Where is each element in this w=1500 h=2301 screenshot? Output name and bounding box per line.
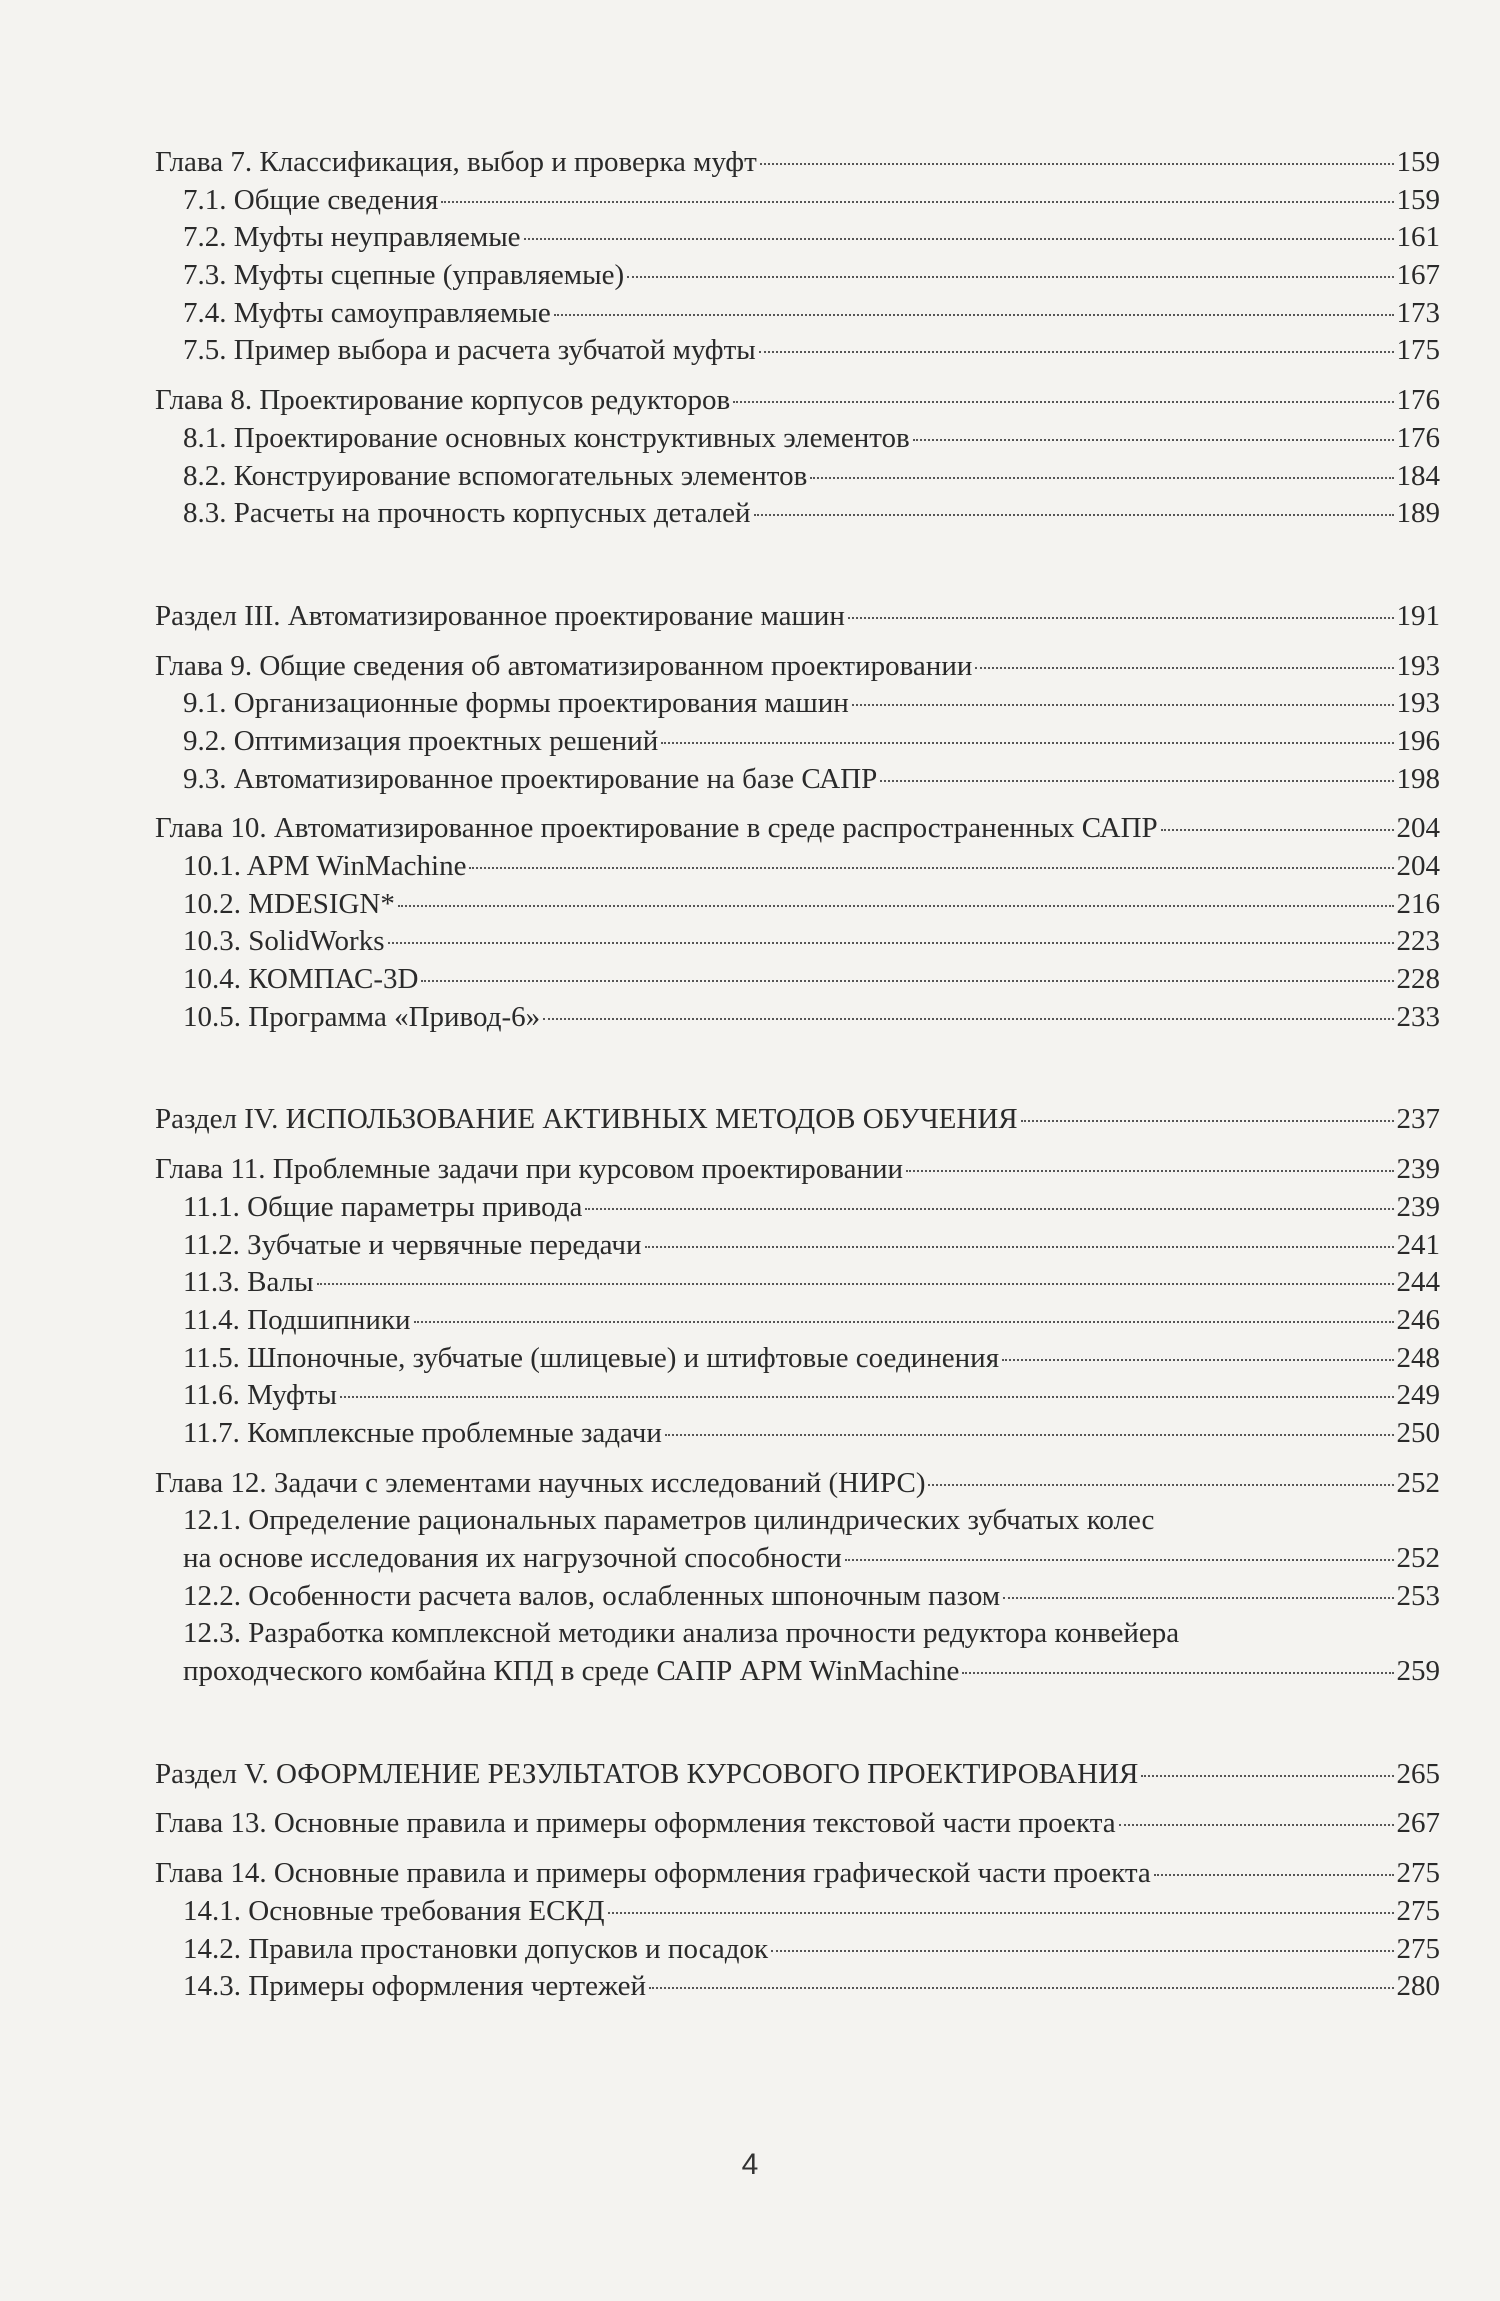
dot-leader (754, 514, 1394, 516)
toc-spacer (155, 1793, 1440, 1805)
dot-leader (1002, 1359, 1393, 1361)
toc-entry-page: 252 (1396, 1466, 1440, 1499)
toc-entry-title: на основе исследования их нагрузочной способности (183, 1542, 842, 1574)
toc-entry-title: 11.1. Общие параметры привода (183, 1190, 583, 1223)
toc-entry-page: 248 (1396, 1341, 1440, 1374)
toc-chapter-entry (155, 1465, 1440, 1503)
dot-leader (649, 1987, 1393, 1989)
table-of-contents (155, 144, 1440, 2006)
toc-entry-page: 216 (1396, 887, 1440, 920)
toc-spacer (155, 636, 1440, 648)
dot-leader (880, 780, 1393, 782)
toc-subsection-entry (155, 1340, 1440, 1378)
toc-subsection-entry (155, 685, 1440, 723)
dot-leader (759, 351, 1394, 353)
dot-leader (340, 1396, 1394, 1398)
toc-entry-page: 191 (1396, 599, 1440, 632)
toc-entry-page: 193 (1396, 649, 1440, 682)
dot-leader (810, 477, 1393, 479)
toc-entry-page: 275 (1396, 1894, 1440, 1927)
toc-entry-title: 10.4. КОМПАС-3D (183, 963, 419, 996)
dot-leader (441, 201, 1393, 203)
toc-entry-title: 9.3. Автоматизированное проектирование на базе САПР (183, 762, 878, 795)
toc-entry-continuation (155, 1540, 1440, 1578)
toc-subsection-entry (155, 1227, 1440, 1265)
toc-subsection-entry (155, 1302, 1440, 1340)
dot-leader (543, 1018, 1393, 1020)
dot-leader (645, 1246, 1394, 1248)
toc-entry-title: Глава 9. Общие сведения об автоматизированном проектировании (155, 649, 973, 682)
toc-subsection-entry (155, 1502, 1440, 1540)
toc-section-entry (155, 1756, 1440, 1794)
toc-subsection-entry (155, 1968, 1440, 2006)
toc-entry-title: Глава 10. Автоматизированное проектирование в среде распространенных САПР (155, 812, 1158, 845)
dot-leader (852, 704, 1394, 706)
toc-entry-title: Глава 7. Классификация, выбор и проверка муфт (155, 146, 757, 178)
dot-leader (760, 163, 1394, 165)
toc-subsection-entry (155, 1189, 1440, 1227)
dot-leader (1003, 1597, 1393, 1599)
toc-entry-title: 7.2. Муфты неуправляемые (183, 221, 521, 254)
dot-leader (913, 439, 1394, 441)
dot-leader (962, 1672, 1393, 1674)
toc-subsection-entry (155, 961, 1440, 999)
toc-chapter-entry (155, 144, 1440, 182)
page-number: 4 (741, 2148, 759, 2181)
toc-entry-title: Раздел III. Автоматизированное проектирование машин (155, 599, 845, 632)
dot-leader (733, 401, 1393, 403)
toc-subsection-entry (155, 1931, 1440, 1969)
toc-entry-title: 8.1. Проектирование основных конструктивных элементов (183, 421, 910, 454)
toc-spacer (155, 1843, 1440, 1855)
toc-spacer (155, 798, 1440, 810)
toc-entry-title: 14.2. Правила простановки допусков и посадок (183, 1932, 769, 1965)
toc-entry-title: 8.2. Конструирование вспомогательных элементов (183, 459, 808, 492)
toc-entry-page: 175 (1396, 334, 1440, 367)
toc-entry-title: 10.5. Программа «Привод-6» (183, 1000, 541, 1033)
toc-entry-title: 11.2. Зубчатые и червячные передачи (183, 1228, 642, 1261)
toc-subsection-entry (155, 1578, 1440, 1616)
toc-subsection-entry (155, 999, 1440, 1037)
toc-subsection-entry (155, 495, 1440, 533)
toc-entry-page: 280 (1396, 1970, 1440, 2003)
toc-entry-title: 11.4. Подшипники (183, 1303, 411, 1336)
toc-entry-title: 10.2. MDESIGN* (183, 887, 395, 920)
toc-entry-page: 193 (1396, 687, 1440, 720)
dot-leader (975, 667, 1393, 669)
dot-leader (661, 742, 1393, 744)
toc-entry-page: 204 (1396, 850, 1440, 882)
toc-entry-title: Глава 14. Основные правила и примеры оформления графической части проекта (155, 1857, 1151, 1890)
toc-entry-page: 161 (1396, 221, 1440, 254)
toc-entry-page: 250 (1396, 1416, 1440, 1449)
toc-entry-title: 11.7. Комплексные проблемные задачи (183, 1416, 662, 1449)
toc-entry-title: 11.6. Муфты (183, 1379, 337, 1412)
toc-subsection-entry (155, 458, 1440, 496)
toc-entry-title: 14.1. Основные требования ЕСКД (183, 1894, 605, 1927)
toc-entry-title: 7.5. Пример выбора и расчета зубчатой муфты (183, 334, 756, 367)
toc-entry-page: 204 (1396, 812, 1440, 845)
dot-leader (398, 905, 1394, 907)
toc-subsection-entry (155, 1377, 1440, 1415)
toc-entry-page: 239 (1396, 1190, 1440, 1223)
toc-section-entry (155, 598, 1440, 636)
toc-entry-page: 259 (1396, 1655, 1440, 1688)
toc-chapter-entry (155, 1855, 1440, 1893)
toc-spacer (155, 1036, 1440, 1101)
toc-entry-title: 14.3. Примеры оформления чертежей (183, 1970, 647, 2003)
toc-entry-title: Глава 8. Проектирование корпусов редукторов (155, 384, 731, 417)
toc-chapter-entry (155, 648, 1440, 686)
toc-subsection-entry (155, 1264, 1440, 1302)
toc-subsection-entry (155, 257, 1440, 295)
toc-entry-title: 9.2. Оптимизация проектных решений (183, 724, 659, 757)
dot-leader (1161, 829, 1394, 831)
toc-entry-title: 7.4. Муфты самоуправляемые (183, 296, 551, 329)
toc-subsection-entry (155, 420, 1440, 458)
toc-entry-title: 8.3. Расчеты на прочность корпусных деталей (183, 497, 751, 530)
toc-entry-title: 7.3. Муфты сцепные (управляемые) (183, 259, 625, 292)
toc-entry-page: 189 (1396, 497, 1440, 530)
toc-subsection-entry (155, 1615, 1440, 1653)
toc-entry-title: 10.1. APM WinMachine (183, 850, 467, 882)
dot-leader (317, 1283, 1394, 1285)
toc-entry-page: 223 (1396, 925, 1440, 958)
toc-spacer (155, 1139, 1440, 1151)
toc-entry-page: 237 (1396, 1103, 1440, 1136)
toc-entry-page: 241 (1396, 1228, 1440, 1261)
toc-entry-page: 275 (1396, 1932, 1440, 1965)
toc-entry-title: 11.5. Шпоночные, зубчатые (шлицевые) и штифтовые соединения (183, 1341, 1000, 1374)
dot-leader (1154, 1874, 1394, 1876)
toc-subsection-entry (155, 923, 1440, 961)
dot-leader (524, 238, 1394, 240)
dot-leader (845, 1559, 1394, 1561)
toc-entry-title: Глава 12. Задачи с элементами научных исследований (НИРС) (155, 1466, 926, 1499)
toc-spacer (155, 1691, 1440, 1756)
dot-leader (414, 1321, 1394, 1323)
dot-leader (848, 617, 1394, 619)
toc-entry-title: 12.3. Разработка комплексной методики анализа прочности редуктора конвейера (183, 1617, 1180, 1650)
toc-entry-page: 233 (1396, 1000, 1440, 1033)
toc-entry-page: 239 (1396, 1153, 1440, 1186)
dot-leader (928, 1484, 1393, 1486)
toc-chapter-entry (155, 1805, 1440, 1843)
toc-chapter-entry (155, 810, 1440, 848)
toc-subsection-entry (155, 1415, 1440, 1453)
toc-subsection-entry (155, 761, 1440, 799)
toc-chapter-entry (155, 1151, 1440, 1189)
toc-spacer (155, 370, 1440, 382)
toc-entry-title: 12.2. Особенности расчета валов, ослабленных шпоночным пазом (183, 1579, 1001, 1612)
dot-leader (1119, 1824, 1394, 1826)
toc-entry-page: 176 (1396, 421, 1440, 454)
toc-subsection-entry (155, 886, 1440, 924)
toc-entry-title: 10.3. SolidWorks (183, 925, 385, 958)
toc-entry-title: 12.1. Определение рациональных параметров цилиндрических зубчатых колес (183, 1504, 1155, 1537)
toc-entry-page: 159 (1396, 146, 1440, 178)
toc-entry-page: 275 (1396, 1857, 1440, 1890)
toc-entry-page: 184 (1396, 459, 1440, 492)
toc-entry-page: 265 (1396, 1757, 1440, 1790)
dot-leader (771, 1950, 1393, 1952)
toc-entry-page: 228 (1396, 963, 1440, 996)
toc-entry-page: 167 (1396, 259, 1440, 292)
toc-spacer (155, 533, 1440, 598)
toc-entry-page: 246 (1396, 1303, 1440, 1336)
dot-leader (627, 276, 1393, 278)
toc-subsection-entry (155, 295, 1440, 333)
toc-entry-title: 9.1. Организационные формы проектирования машин (183, 687, 849, 720)
toc-entry-title: 11.3. Валы (183, 1266, 314, 1299)
toc-subsection-entry (155, 848, 1440, 886)
toc-entry-page: 159 (1396, 183, 1440, 216)
dot-leader (421, 980, 1393, 982)
dot-leader (1021, 1120, 1394, 1122)
toc-entry-title: Глава 13. Основные правила и примеры оформления текстовой части проекта (155, 1807, 1116, 1840)
toc-entry-title: проходческого комбайна КПД в среде САПР APM WinMachine (183, 1655, 960, 1688)
toc-entry-page: 196 (1396, 724, 1440, 757)
dot-leader (665, 1434, 1394, 1436)
toc-entry-page: 176 (1396, 384, 1440, 417)
dot-leader (469, 867, 1393, 869)
toc-entry-page: 244 (1396, 1266, 1440, 1299)
toc-entry-page: 198 (1396, 762, 1440, 795)
toc-subsection-entry (155, 1893, 1440, 1931)
toc-entry-page: 267 (1396, 1807, 1440, 1840)
toc-entry-title: Раздел V. ОФОРМЛЕНИЕ РЕЗУЛЬТАТОВ КУРСОВОГО ПРОЕКТИРОВАНИЯ (155, 1757, 1139, 1790)
toc-section-entry (155, 1101, 1440, 1139)
dot-leader (554, 314, 1394, 316)
toc-entry-title: Глава 11. Проблемные задачи при курсовом проектировании (155, 1153, 903, 1186)
toc-chapter-entry (155, 382, 1440, 420)
toc-entry-page: 173 (1396, 296, 1440, 329)
dot-leader (608, 1912, 1394, 1914)
toc-entry-title: 7.1. Общие сведения (183, 183, 439, 216)
toc-entry-title: Раздел IV. ИСПОЛЬЗОВАНИЕ АКТИВНЫХ МЕТОДОВ ОБУЧЕНИЯ (155, 1103, 1018, 1136)
toc-entry-page: 252 (1396, 1542, 1440, 1574)
dot-leader (585, 1208, 1393, 1210)
toc-entry-continuation (155, 1653, 1440, 1691)
toc-entry-page: 249 (1396, 1379, 1440, 1412)
toc-spacer (155, 1453, 1440, 1465)
dot-leader (1141, 1775, 1393, 1777)
toc-subsection-entry (155, 182, 1440, 220)
toc-subsection-entry (155, 723, 1440, 761)
toc-subsection-entry (155, 332, 1440, 370)
toc-subsection-entry (155, 219, 1440, 257)
toc-entry-page: 253 (1396, 1579, 1440, 1612)
dot-leader (906, 1170, 1394, 1172)
dot-leader (388, 942, 1394, 944)
